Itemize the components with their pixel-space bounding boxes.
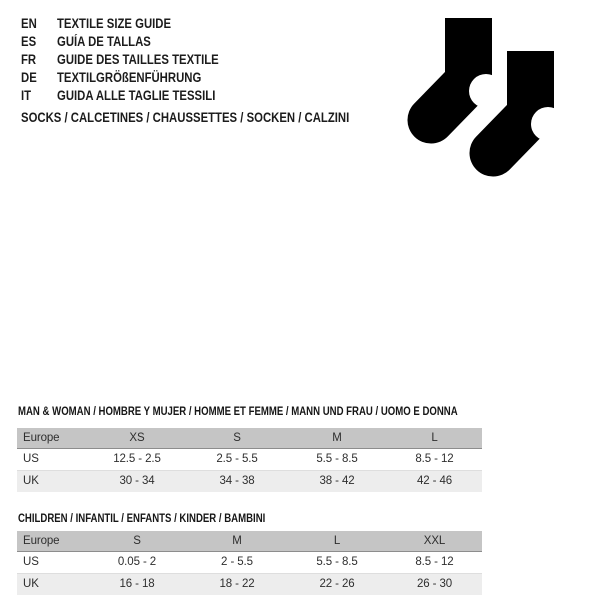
column-header-size: XS	[87, 428, 187, 448]
language-code: IT	[21, 88, 32, 103]
size-table-children	[17, 531, 482, 595]
size-value: 2 - 5.5	[187, 551, 287, 573]
language-label: TEXTILE SIZE GUIDE	[57, 16, 172, 31]
language-row	[21, 33, 250, 51]
language-label: TEXTILGRÖßENFÜHRUNG	[57, 70, 202, 85]
language-label: GUIDE DES TAILLES TEXTILE	[57, 52, 219, 67]
column-header-size: L	[387, 428, 482, 448]
table-row	[17, 448, 482, 470]
size-value: 2.5 - 5.5	[187, 448, 287, 470]
column-header-size: L	[287, 531, 387, 551]
language-row	[21, 87, 250, 105]
sock-left-icon	[431, 18, 503, 120]
region-label: US	[17, 551, 87, 573]
column-header-region: Europe	[17, 531, 87, 551]
language-code: FR	[21, 52, 37, 67]
sock-right-icon	[493, 51, 565, 153]
size-value: 5.5 - 8.5	[287, 551, 387, 573]
language-row	[21, 51, 250, 69]
size-value: 0.05 - 2	[87, 551, 187, 573]
size-value: 16 - 18	[119, 578, 155, 591]
table-header-row	[17, 531, 482, 551]
size-value: 34 - 38	[219, 475, 255, 488]
column-header-region: Europe	[17, 428, 87, 448]
size-value: 12.5 - 2.5	[87, 448, 187, 470]
table-title-children: CHILDREN / INFANTIL / ENFANTS / KINDER / BAMBINI	[18, 511, 266, 525]
category-line: SOCKS / CALCETINES / CHAUSSETTES / SOCKEN / CALZINI	[21, 110, 350, 125]
table-header-row	[17, 428, 482, 448]
size-value: 8.5 - 12	[387, 551, 482, 573]
language-label: GUIDA ALLE TAGLIE TESSILI	[57, 88, 216, 103]
language-label: GUÍA DE TALLAS	[57, 34, 151, 49]
table-row	[17, 573, 482, 595]
size-value: 42 - 46	[416, 475, 453, 488]
size-value: 22 - 26	[319, 578, 355, 591]
size-value: 26 - 30	[416, 578, 453, 591]
language-code: EN	[21, 16, 37, 31]
language-code: ES	[21, 34, 37, 49]
column-header-size: M	[287, 428, 387, 448]
size-value: 5.5 - 8.5	[287, 448, 387, 470]
column-header-size: S	[187, 428, 287, 448]
socks-icon	[400, 10, 575, 185]
size-value: 30 - 34	[119, 475, 155, 488]
table-row	[17, 470, 482, 492]
size-table-man-woman	[17, 428, 482, 492]
column-header-size: XXL	[387, 531, 482, 551]
region-label: UK	[23, 578, 39, 591]
size-value: 38 - 42	[319, 475, 355, 488]
region-label: US	[17, 448, 87, 470]
table-row	[17, 551, 482, 573]
language-row	[21, 69, 250, 87]
language-list	[21, 15, 250, 105]
size-value: 8.5 - 12	[387, 448, 482, 470]
column-header-size: S	[87, 531, 187, 551]
size-value: 18 - 22	[219, 578, 255, 591]
language-row	[21, 15, 250, 33]
column-header-size: M	[187, 531, 287, 551]
table-title-man-woman: MAN & WOMAN / HOMBRE Y MUJER / HOMME ET FEMME / MANN UND FRAU / UOMO E DONNA	[18, 404, 458, 418]
language-code: DE	[21, 70, 37, 85]
region-label: UK	[23, 475, 39, 488]
